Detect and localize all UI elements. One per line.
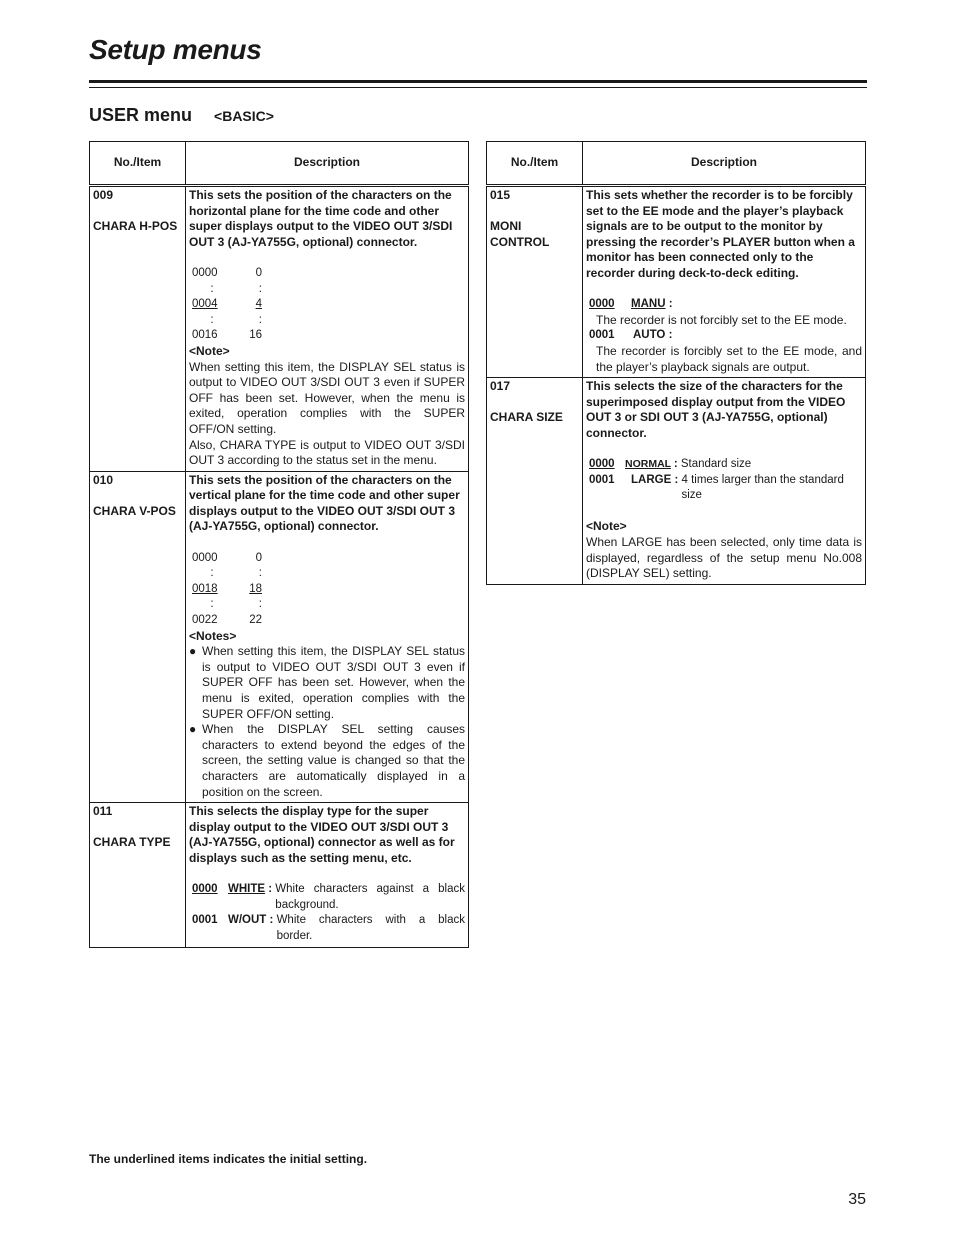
title-rule-thin	[89, 87, 867, 88]
table-row	[90, 803, 469, 947]
description-cell	[186, 186, 469, 472]
option-text: Standard size	[680, 458, 752, 471]
value-code-initial: 0018	[192, 582, 218, 595]
description-cell	[583, 378, 866, 585]
option-label-text: LARGE	[631, 473, 672, 486]
item-number: 010	[93, 472, 114, 487]
bullet-icon: ●	[189, 644, 197, 659]
option-label: W/OUT :	[228, 914, 277, 927]
section-title	[89, 105, 274, 126]
description-cell	[186, 803, 469, 947]
value-ellipsis: :	[210, 598, 214, 611]
item-name: MONI CONTROL	[490, 219, 550, 249]
column-header-description: Description	[583, 142, 866, 186]
option-row	[189, 882, 465, 913]
column-header-description: Description	[186, 142, 469, 186]
note-text: When setting this item, the DISPLAY SEL status is output to VIDEO OUT 3/SDI OUT 3 even if SUPER OFF has been set. However, when the menu is exited, operation complies with the SUPER OFF/ON setting.	[189, 359, 465, 436]
value-code: 0000	[192, 266, 218, 279]
table-header-row	[487, 142, 866, 186]
value-ellipsis: :	[210, 313, 214, 326]
value-ellipsis: :	[258, 567, 262, 580]
item-number: 011	[93, 804, 113, 819]
value-ellipsis: :	[258, 282, 262, 295]
column-header-no-item: No./Item	[487, 142, 583, 186]
option-label-text: WHITE	[228, 883, 266, 896]
value-number-initial: 4	[255, 298, 262, 311]
option-row	[586, 457, 862, 473]
option-label-text: MANU	[631, 298, 666, 311]
option-label: AUTO :	[633, 329, 673, 342]
description-cell	[186, 471, 469, 802]
value-ellipsis: :	[258, 598, 262, 611]
item-cell	[90, 186, 186, 472]
table-row	[487, 378, 866, 585]
note-text: When the DISPLAY SEL setting causes characters to extend beyond the edges of the screen, the setting value is changed so that the characters are automatically displayed in a position on the screen.	[202, 722, 465, 799]
option-label-text: W/OUT	[228, 914, 267, 927]
option-label-text: NORMAL	[625, 458, 671, 471]
option-row	[586, 297, 862, 313]
value-code-initial: 0004	[192, 298, 218, 311]
description-cell	[583, 186, 866, 378]
note-bullet	[189, 722, 465, 800]
value-ellipsis: :	[258, 313, 262, 326]
option-text: White characters with a black border.	[276, 914, 465, 942]
note-heading: <Note>	[189, 343, 230, 358]
note-heading: <Note>	[586, 519, 627, 534]
item-description: This sets whether the recorder is to be forcibly set to the EE mode and the player’s playback signals are to be output to the monitor by pressing the recorder’s PLAYER button when a monitor has been connected only to the recorder during deck-to-deck editing.	[586, 188, 855, 280]
option-code: 0001	[192, 914, 218, 927]
page-number: 35	[848, 1191, 866, 1208]
value-ellipsis: :	[210, 282, 214, 295]
section-subtitle: <BASIC>	[214, 108, 274, 124]
option-text: 4 times larger than the standard size	[681, 473, 844, 502]
item-description: This sets the position of the characters on the horizontal plane for the time code and other super displays output to the VIDEO OUT 3/SDI OUT 3 (AJ-YA755G, optional) connector.	[189, 188, 453, 249]
value-code: 0022	[192, 614, 218, 627]
value-code: 0016	[192, 329, 218, 342]
table-header-row	[90, 142, 469, 186]
table-row	[90, 471, 469, 802]
notes-heading: <Notes>	[189, 628, 237, 643]
value-ellipsis: :	[210, 567, 214, 580]
option-label: WHITE :	[228, 883, 276, 896]
value-number-initial: 18	[249, 582, 262, 595]
option-description: The recorder is forcibly set to the EE mode, and the player’s playback signals are output.	[596, 343, 862, 374]
footnote: The underlined items indicates the initial setting.	[89, 1152, 368, 1166]
item-cell	[90, 471, 186, 802]
item-number: 017	[490, 379, 511, 394]
value-range-table	[192, 266, 262, 344]
item-cell	[487, 186, 583, 378]
item-description: This selects the display type for the super display output to the VIDEO OUT 3/SDI OUT 3 (AJ-YA755G, optional) connector as well as for displays such as the setting menu, etc.	[189, 804, 455, 865]
column-header-no-item: No./Item	[90, 142, 186, 186]
item-name: CHARA TYPE	[93, 835, 171, 850]
option-label: LARGE :	[631, 473, 682, 486]
item-name: CHARA H-POS	[93, 219, 178, 234]
item-number: 015	[490, 188, 511, 202]
option-code: 0001	[589, 329, 615, 342]
option-row	[189, 913, 465, 944]
item-description: This sets the position of the characters on the vertical plane for the time code and other super displays output to the VIDEO OUT 3/SDI OUT 3 (AJ-YA755G, optional) connector.	[189, 472, 460, 534]
note-text: Also, CHARA TYPE is output to VIDEO OUT 3/SDI OUT 3 according to the status set in the menu.	[189, 437, 465, 468]
value-number: 16	[249, 329, 262, 342]
option-label-text: AUTO	[633, 329, 666, 342]
value-code: 0000	[192, 551, 218, 564]
option-code: 0001	[589, 473, 615, 486]
item-name: CHARA SIZE	[490, 410, 563, 425]
item-description: This selects the size of the characters for the superimposed display output from the VIDEO OUT 3 or SDI OUT 3 (AJ-YA755G, optional) connector.	[586, 379, 846, 440]
table-row	[487, 186, 866, 378]
option-description: The recorder is not forcibly set to the EE mode.	[596, 312, 847, 327]
option-text: White characters against a black background.	[275, 883, 465, 911]
note-text: When LARGE has been selected, only time data is displayed, regardless of the setup menu No.008 (DISPLAY SEL) setting.	[586, 535, 862, 581]
item-name: CHARA V-POS	[93, 503, 176, 518]
table-row	[90, 186, 469, 472]
item-cell	[90, 803, 186, 947]
item-number: 009	[93, 188, 114, 202]
option-label: NORMAL :	[625, 458, 681, 471]
title-rule-thick	[89, 80, 867, 83]
option-code: 0000	[589, 298, 615, 311]
option-row	[586, 328, 862, 344]
note-bullet	[189, 644, 465, 722]
option-label: MANU :	[631, 298, 673, 311]
item-cell	[487, 378, 583, 585]
menu-table-left	[89, 141, 469, 948]
bullet-icon: ●	[189, 722, 197, 737]
option-row	[586, 473, 862, 504]
menu-table-right	[486, 141, 866, 585]
value-number: 0	[255, 266, 262, 279]
note-text: When setting this item, the DISPLAY SEL status is output to VIDEO OUT 3/SDI OUT 3 even if SUPER OFF has been set. However, when the menu is exited, operation complies with the SUPER OFF/ON setting.	[202, 644, 465, 721]
value-number: 0	[255, 551, 262, 564]
value-number: 22	[249, 614, 262, 627]
option-code: 0000	[589, 458, 615, 471]
page-title: Setup menus	[89, 34, 262, 65]
option-code: 0000	[192, 883, 218, 896]
section-title-text: USER menu	[89, 105, 193, 125]
value-range-table	[192, 551, 262, 629]
